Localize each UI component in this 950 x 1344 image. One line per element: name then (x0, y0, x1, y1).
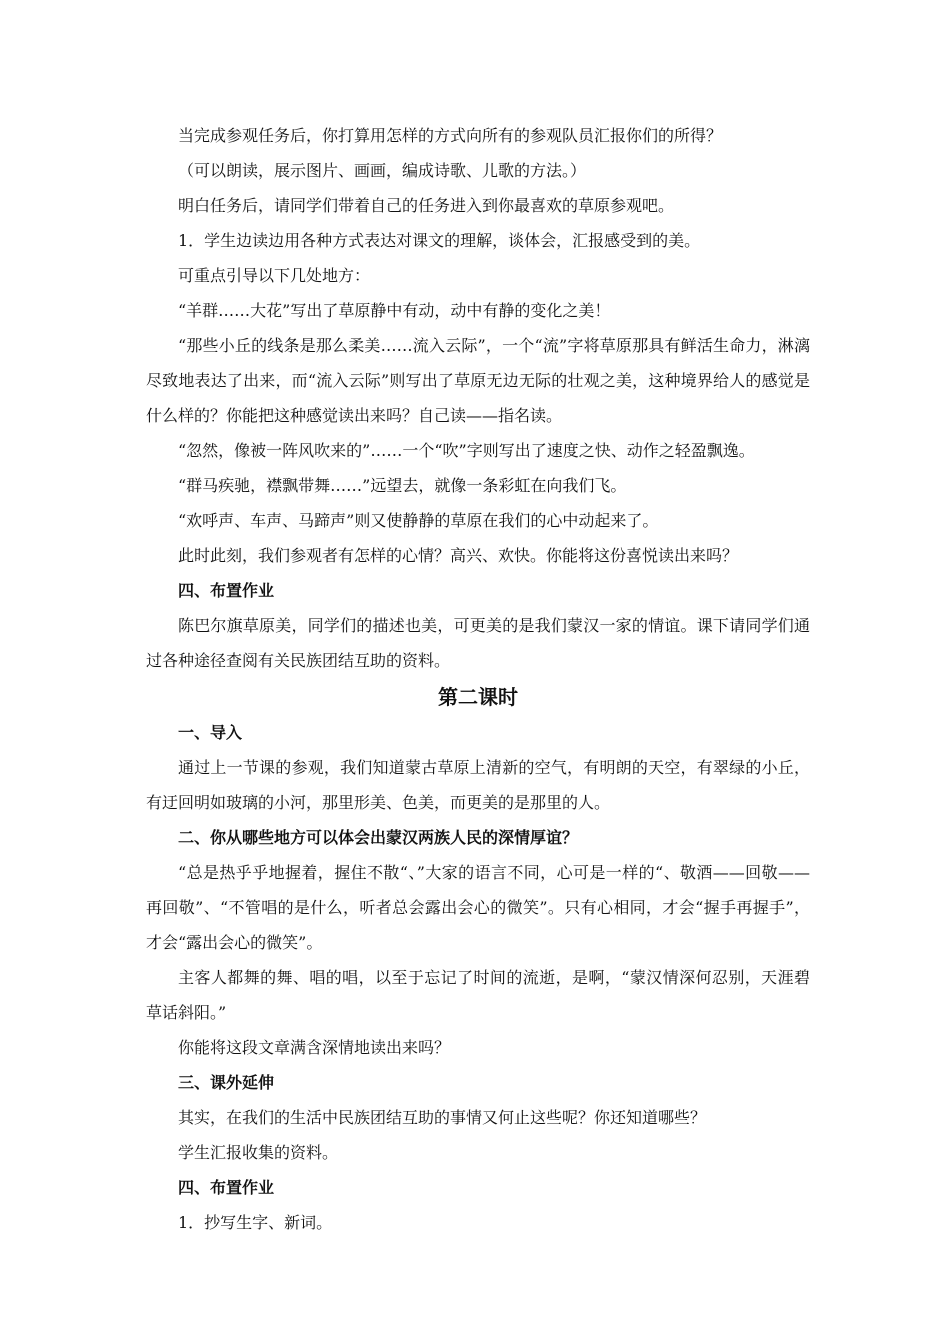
section-heading: 四、布置作业 (178, 1178, 275, 1197)
paragraph: 此时此刻，我们参观者有怎样的心情？高兴、欢快。你能将这份喜悦读出来吗？ (178, 546, 739, 565)
section-heading: 三、课外延伸 (178, 1073, 275, 1092)
paragraph: 通过上一节课的参观，我们知道蒙古草原上清新的空气，有明朗的天空，有翠绿的小丘，有迂回明如玻璃的小河，那里形美、色美，而更美的是那里的人。 (146, 758, 810, 812)
section-heading: 一、导入 (178, 723, 243, 742)
paragraph: “群马疾驰，襟飘带舞……”远望去，就像一条彩虹在向我们飞。 (178, 476, 627, 495)
paragraph: 1．抄写生字、新词。 (178, 1213, 333, 1232)
lesson-title: 第二课时 (438, 685, 518, 709)
paragraph: 学生汇报收集的资料。 (178, 1143, 339, 1162)
paragraph: 其实，在我们的生活中民族团结互助的事情又何止这些呢？你还知道哪些？ (178, 1108, 707, 1127)
paragraph: “总是热乎乎地握着，握住不散“、”大家的语言不同，心可是一样的“、敬酒——回敬——再回敬”、“不管唱的是什么，听者总会露出会心的微笑”。只有心相同，才会“握手再握手”，才会“露出会心的微笑”。 (146, 863, 810, 952)
paragraph: 可重点引导以下几处地方： (178, 266, 371, 285)
paragraph: “羊群……大花”写出了草原静中有动，动中有静的变化之美！ (178, 301, 611, 320)
paragraph: “忽然，像被一阵风吹来的”……一个“吹”字则写出了速度之快、动作之轻盈飘逸。 (178, 441, 755, 460)
paragraph: 1．学生边读边用各种方式表达对课文的理解，谈体会，汇报感受到的美。 (178, 231, 701, 250)
paragraph: 主客人都舞的舞、唱的唱，以至于忘记了时间的流逝，是啊，“蒙汉情深何忍别，天涯碧草话斜阳。” (146, 968, 810, 1022)
paragraph: “欢呼声、车声、马蹄声”则又使静静的草原在我们的心中动起来了。 (178, 511, 659, 530)
paragraph: （可以朗读，展示图片、画画，编成诗歌、儿歌的方法。） (178, 161, 587, 180)
section-heading: 二、你从哪些地方可以体会出蒙汉两族人民的深情厚谊？ (178, 828, 579, 847)
section-heading: 四、布置作业 (178, 581, 275, 600)
paragraph: 当完成参观任务后，你打算用怎样的方式向所有的参观队员汇报你们的所得？ (178, 126, 723, 145)
paragraph: 陈巴尔旗草原美，同学们的描述也美，可更美的是我们蒙汉一家的情谊。课下请同学们通过各种途径查阅有关民族团结互助的资料。 (146, 616, 810, 670)
paragraph: “那些小丘的线条是那么柔美……流入云际”，一个“流”字将草原那具有鲜活生命力，淋漓尽致地表达了出来，而“流入云际”则写出了草原无边无际的壮观之美，这种境界给人的感觉是什么样的？你能把这种感觉读出来吗？自己读——指名读。 (146, 336, 810, 425)
paragraph: 明白任务后，请同学们带着自己的任务进入到你最喜欢的草原参观吧。 (178, 196, 675, 215)
paragraph: 你能将这段文章满含深情地读出来吗？ (178, 1038, 451, 1057)
